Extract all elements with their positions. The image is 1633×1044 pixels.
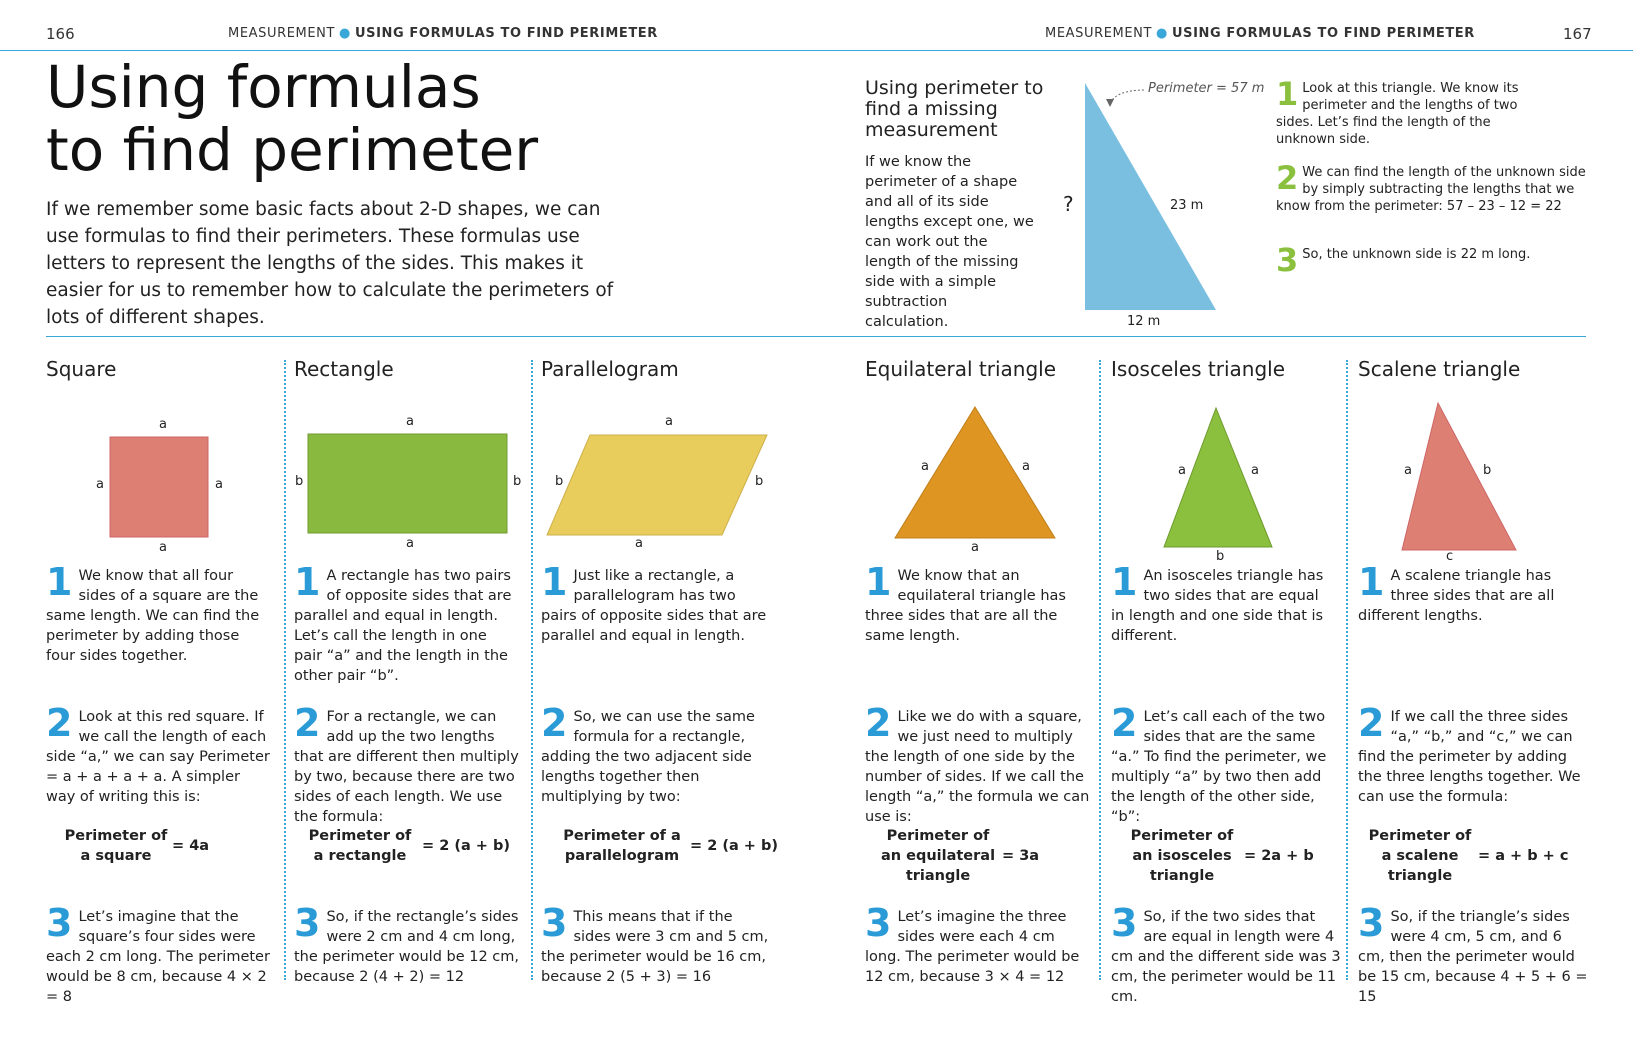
isosceles-step-3	[1111, 901, 1341, 1007]
step-text: Let’s imagine the three sides were each 4 cm long. The perimeter would be 12 cm, because 3 × 4 = 12	[865, 909, 1080, 985]
step-number: 3	[46, 901, 73, 945]
perimeter-label: Perimeter = 57 m	[1148, 81, 1265, 96]
header-rule	[0, 50, 1633, 51]
rectangle-left-label: b	[295, 474, 304, 489]
side-length-label: 23 m	[1170, 198, 1204, 213]
equilateral-step-2	[865, 701, 1095, 827]
square-step-1	[46, 560, 271, 666]
equilateral-step-1	[865, 560, 1090, 646]
rectangle-step-3	[294, 901, 520, 987]
column-divider	[1099, 360, 1101, 980]
step-number: 1	[1111, 560, 1138, 604]
step-number: 3	[1358, 901, 1385, 945]
missing-step-2	[1276, 159, 1586, 215]
column-divider	[284, 360, 286, 980]
parallelogram-formula	[558, 826, 778, 866]
square-shape	[110, 437, 208, 537]
scalene-shape	[1402, 403, 1516, 550]
step-text: Like we do with a square, we just need to multiply the length of one side by the number of sides. If we call the length “a,” the formula we can use is:	[865, 709, 1090, 825]
step-number: 2	[46, 701, 73, 745]
parallelogram-step-2	[541, 701, 771, 807]
missing-measurement-text: If we know the perimeter of a shape and all of its side lengths except one, we can work out the length of the missing side with a simple subtraction calculation.	[865, 154, 1034, 330]
equilateral-bottom-label: a	[971, 540, 979, 555]
rectangle-top-label: a	[406, 414, 414, 429]
square-left-label: a	[96, 477, 104, 492]
square-top-label: a	[159, 417, 167, 432]
section-rule	[46, 336, 1586, 337]
isosceles-right-label: a	[1251, 463, 1259, 478]
step-number: 1	[865, 560, 892, 604]
equilateral-right-label: a	[1022, 459, 1030, 474]
formula-value: = 2 (a + b)	[422, 838, 510, 854]
rectangle-formula	[302, 826, 510, 866]
parallelogram-step-1	[541, 560, 771, 646]
scalene-diagram	[1400, 401, 1520, 551]
isosceles-diagram	[1162, 406, 1276, 550]
page-title	[46, 53, 606, 184]
formula-value: = 4a	[172, 838, 210, 854]
step-text: For a rectangle, we can add up the two lengths that are different then multiply by two, because there are two sides of each length. We use the formula:	[294, 709, 519, 825]
step-text: Look at this red square. If we call the length of each side “a,” we can say Perimeter = a + a + a + a. A simpler way of writing this is:	[46, 709, 270, 805]
scalene-heading: Scalene triangle	[1358, 357, 1521, 381]
equilateral-left-label: a	[921, 459, 929, 474]
square-diagram	[108, 435, 212, 539]
scalene-right-label: b	[1483, 463, 1492, 478]
missing-step-3	[1276, 241, 1586, 279]
isosceles-step-1	[1111, 560, 1336, 646]
square-step-3	[46, 901, 276, 1007]
missing-measurement-title: Using perimeter to find a missing measurement	[865, 77, 1044, 141]
scalene-formula	[1366, 826, 1568, 886]
parallelogram-heading: Parallelogram	[541, 357, 679, 381]
rectangle-step-1	[294, 560, 519, 686]
step-number: 3	[1111, 901, 1138, 945]
step-number: 3	[541, 901, 568, 945]
equilateral-formula	[878, 826, 1039, 886]
parallelogram-bottom-label: a	[635, 536, 643, 551]
step-number: 2	[865, 701, 892, 745]
topic-label: USING FORMULAS TO FIND PERIMETER	[1172, 26, 1475, 41]
formula-label: Perimeter of an isosceles triangle	[1130, 828, 1234, 884]
square-bottom-label: a	[159, 540, 167, 555]
step-number: 1	[1358, 560, 1385, 604]
isosceles-heading: Isosceles triangle	[1111, 357, 1286, 381]
formula-label: Perimeter of an equilateral triangle	[880, 828, 996, 884]
scalene-step-3	[1358, 901, 1590, 1007]
formula-label: Perimeter of a scalene triangle	[1368, 828, 1472, 884]
step-text: Just like a rectangle, a parallelogram has two pairs of opposite sides that are parallel and equal in length.	[541, 568, 767, 644]
rectangle-bottom-label: a	[406, 536, 414, 551]
perimeter-pointer-arrow	[1106, 99, 1114, 107]
step-text: So, if the triangle’s sides were 4 cm, 5 cm, and 6 cm, then the perimeter would be 15 cm, because 4 + 5 + 6 = 15	[1358, 909, 1588, 1005]
parallelogram-shape	[547, 435, 767, 535]
scalene-step-1	[1358, 560, 1583, 626]
right-triangle-shape	[1085, 83, 1216, 310]
step-text: A scalene triangle has three sides that are all different lengths.	[1358, 568, 1555, 624]
step-text: Look at this triangle. We know its perimeter and the lengths of two sides. Let’s find the length of the unknown side.	[1276, 81, 1519, 147]
step-number: 1	[294, 560, 321, 604]
title-line-2: to find perimeter	[46, 116, 539, 184]
step-number: 2	[294, 701, 321, 745]
formula-label: Perimeter of a square	[64, 828, 168, 864]
formula-label: Perimeter of a rectangle	[308, 828, 412, 864]
rectangle-diagram	[307, 432, 509, 536]
parallelogram-left-label: b	[555, 474, 564, 489]
step-text: So, if the two sides that are equal in length were 4 cm and the different side was 3 cm, the perimeter would be 11 cm.	[1111, 909, 1341, 1005]
parallelogram-right-label: b	[755, 474, 764, 489]
equilateral-step-3	[865, 901, 1095, 987]
right-running-header	[1045, 26, 1475, 41]
right-page-number: 167	[1563, 25, 1592, 43]
square-step-2	[46, 701, 271, 807]
equilateral-diagram	[893, 405, 1059, 541]
scalene-bottom-label: c	[1446, 549, 1454, 564]
section-label: MEASUREMENT	[228, 26, 336, 41]
formula-label: Perimeter of a parallelogram	[563, 828, 681, 864]
base-length-label: 12 m	[1127, 314, 1161, 329]
equilateral-shape	[895, 407, 1055, 538]
right-triangle-diagram	[1060, 75, 1260, 335]
scalene-step-2	[1358, 701, 1588, 807]
formula-value: = 2 (a + b)	[690, 838, 778, 854]
topic-label: USING FORMULAS TO FIND PERIMETER	[355, 26, 658, 41]
step-number: 3	[294, 901, 321, 945]
square-heading: Square	[46, 357, 117, 381]
rectangle-shape	[308, 434, 507, 533]
unknown-side-label: ?	[1063, 192, 1074, 216]
parallelogram-diagram	[545, 433, 770, 537]
step-number: 1	[1276, 75, 1299, 113]
title-line-1: Using formulas	[46, 53, 481, 121]
step-text: So, if the rectangle’s sides were 2 cm and 4 cm long, the perimeter would be 12 cm, because 2 (4 + 2) = 12	[294, 909, 520, 985]
step-text: Let’s imagine that the square’s four sides were each 2 cm long. The perimeter would be 8 cm, because 4 × 2 = 8	[46, 909, 270, 1005]
missing-step-1	[1276, 75, 1546, 148]
step-number: 1	[46, 560, 73, 604]
intro-paragraph: If we remember some basic facts about 2-D shapes, we can use formulas to find their perimeters. These formulas use letters to represent the lengths of the sides. This makes it easier for us to remember how to calculate the perimeters of lots of different shapes.	[46, 199, 614, 328]
isosceles-step-2	[1111, 701, 1343, 827]
formula-value: = 2a + b	[1244, 848, 1314, 864]
step-number: 1	[541, 560, 568, 604]
step-text: A rectangle has two pairs of opposite sides that are parallel and equal in length. Let’s call the length in one pair “a” and the length in the other pair “b”.	[294, 568, 512, 684]
bullet-icon: ●	[1156, 26, 1168, 41]
scalene-left-label: a	[1404, 463, 1412, 478]
step-number: 2	[1276, 159, 1299, 197]
column-divider	[531, 360, 533, 980]
equilateral-heading: Equilateral triangle	[865, 357, 1057, 381]
step-number: 3	[865, 901, 892, 945]
step-text: We know that an equilateral triangle has three sides that are all the same length.	[865, 568, 1066, 644]
step-number: 2	[1111, 701, 1138, 745]
left-running-header	[228, 26, 658, 41]
step-number: 2	[541, 701, 568, 745]
rectangle-right-label: b	[513, 474, 522, 489]
square-formula	[64, 826, 209, 866]
step-number: 3	[1276, 241, 1299, 279]
isosceles-bottom-label: b	[1216, 549, 1225, 564]
step-text: We know that all four sides of a square are the same length. We can find the perimeter by adding those four sides together.	[46, 568, 260, 664]
formula-value: = 3a	[1002, 848, 1040, 864]
isosceles-left-label: a	[1178, 463, 1186, 478]
step-text: An isosceles triangle has two sides that are equal in length and one side that is different.	[1111, 568, 1324, 644]
step-number: 2	[1358, 701, 1385, 745]
left-page-number: 166	[46, 25, 75, 43]
bullet-icon: ●	[339, 26, 351, 41]
section-label: MEASUREMENT	[1045, 26, 1153, 41]
step-text: So, we can use the same formula for a rectangle, adding the two adjacent side lengths together then multiplying by two:	[541, 709, 755, 805]
rectangle-step-2	[294, 701, 519, 827]
rectangle-heading: Rectangle	[294, 357, 394, 381]
step-text: So, the unknown side is 22 m long.	[1302, 247, 1531, 262]
step-text: We can find the length of the unknown side by simply subtracting the lengths that we know from the perimeter: 57 – 23 – 12 = 22	[1276, 165, 1586, 214]
perimeter-pointer	[1110, 90, 1145, 103]
step-text: If we call the three sides “a,” “b,” and “c,” we can find the perimeter by adding the three lengths together. We can use the formula:	[1358, 709, 1581, 805]
parallelogram-step-3	[541, 901, 771, 987]
parallelogram-top-label: a	[665, 414, 673, 429]
step-text: Let’s call each of the two sides that are the same “a.” To find the perimeter, we multiply “a” by two then add the length of the other side, “b”:	[1111, 709, 1327, 825]
isosceles-formula	[1124, 826, 1314, 886]
column-divider	[1346, 360, 1348, 980]
square-right-label: a	[215, 477, 223, 492]
formula-value: = a + b + c	[1478, 848, 1569, 864]
step-text: This means that if the sides were 3 cm and 5 cm, the perimeter would be 16 cm, because 2 (5 + 3) = 16	[541, 909, 769, 985]
